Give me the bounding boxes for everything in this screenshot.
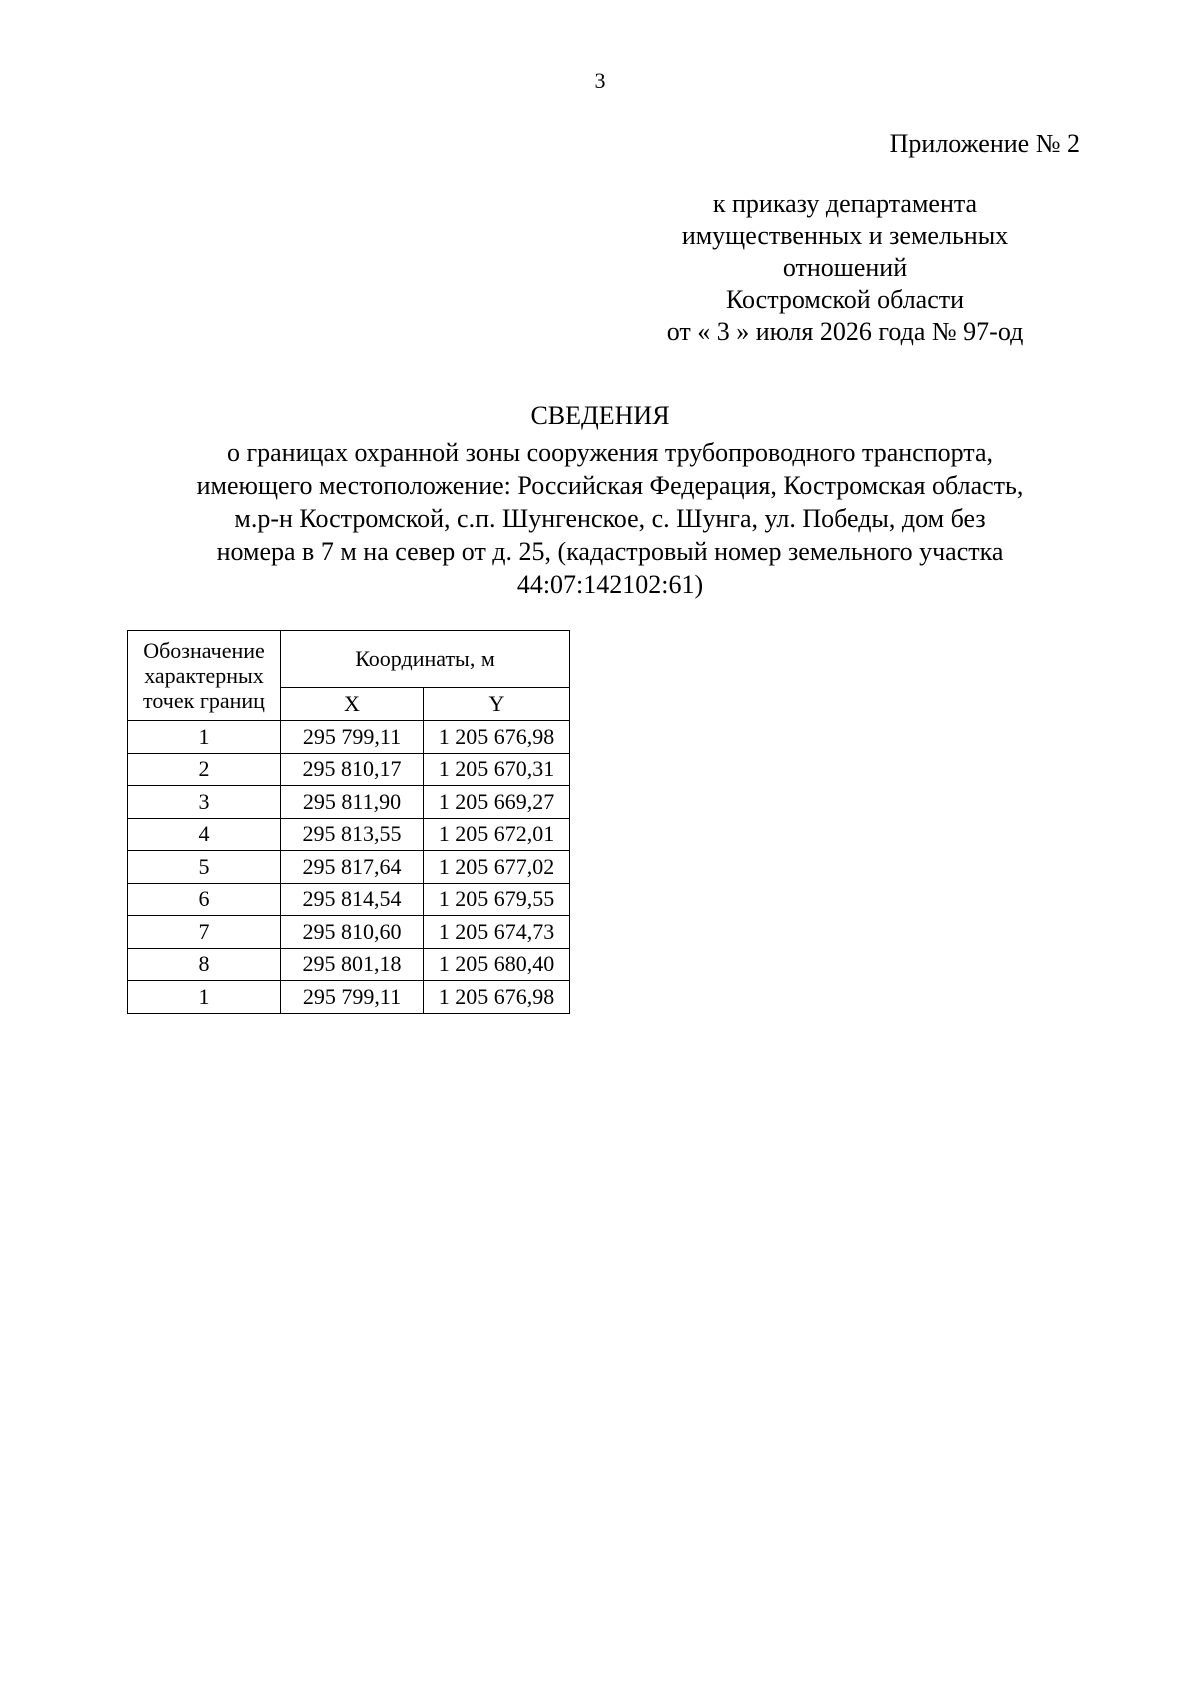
y-cell: 1 205 676,98 — [424, 721, 570, 754]
x-cell: 295 799,11 — [281, 981, 424, 1014]
y-cell: 1 205 670,31 — [424, 753, 570, 786]
point-cell: 2 — [128, 753, 281, 786]
table-row — [128, 753, 570, 786]
description-line: номера в 7 м на север от д. 25, (кадастровый номер земельного участка — [216, 537, 1004, 566]
point-cell: 5 — [128, 851, 281, 884]
x-cell: 295 817,64 — [281, 851, 424, 884]
order-reference-line: отношений — [782, 253, 908, 282]
x-cell: 295 801,18 — [281, 948, 424, 981]
y-cell: 1 205 680,40 — [424, 948, 570, 981]
point-cell: 3 — [128, 786, 281, 819]
y-cell: 1 205 679,55 — [424, 883, 570, 916]
y-cell: 1 205 677,02 — [424, 851, 570, 884]
header-y: Y — [424, 688, 570, 721]
document-description — [150, 436, 1070, 601]
point-cell: 4 — [128, 818, 281, 851]
y-cell: 1 205 672,01 — [424, 818, 570, 851]
description-line: м.р-н Костромской, с.п. Шунгенское, с. Шунга, ул. Победы, дом без — [234, 504, 986, 533]
order-reference-line: Костромской области — [725, 285, 965, 314]
table-row — [128, 981, 570, 1014]
header-point-designation: Обозначение характерных точек границ — [128, 631, 281, 721]
page-number: 3 — [594, 68, 606, 93]
appendix-title: Приложение № 2 — [889, 129, 1080, 158]
table-row — [128, 916, 570, 949]
order-date-number: от « 3 » июля 2026 года № 97-од — [666, 317, 1024, 346]
table-row — [128, 818, 570, 851]
x-cell: 295 799,11 — [281, 721, 424, 754]
table-row — [128, 948, 570, 981]
point-cell: 7 — [128, 916, 281, 949]
order-reference-line: к приказу департамента — [712, 189, 978, 218]
point-cell: 6 — [128, 883, 281, 916]
x-cell: 295 814,54 — [281, 883, 424, 916]
header-coordinates: Координаты, м — [281, 631, 570, 688]
document-heading: СВЕДЕНИЯ — [530, 401, 670, 430]
table-row — [128, 851, 570, 884]
description-line: 44:07:142102:61) — [516, 570, 704, 599]
y-cell: 1 205 669,27 — [424, 786, 570, 819]
point-cell: 1 — [128, 721, 281, 754]
table-row — [128, 786, 570, 819]
x-cell: 295 813,55 — [281, 818, 424, 851]
table-row — [128, 721, 570, 754]
x-cell: 295 810,60 — [281, 916, 424, 949]
description-line: имеющего местоположение: Российская Федерация, Костромская область, — [196, 471, 1024, 500]
order-reference-line: имущественных и земельных — [681, 221, 1009, 250]
y-cell: 1 205 676,98 — [424, 981, 570, 1014]
point-cell: 1 — [128, 981, 281, 1014]
header-x: X — [281, 688, 424, 721]
order-reference — [600, 188, 1090, 348]
x-cell: 295 810,17 — [281, 753, 424, 786]
description-line: о границах охранной зоны сооружения трубопроводного транспорта, — [226, 438, 994, 467]
coordinates-table — [127, 630, 570, 1014]
point-cell: 8 — [128, 948, 281, 981]
table-row — [128, 883, 570, 916]
y-cell: 1 205 674,73 — [424, 916, 570, 949]
x-cell: 295 811,90 — [281, 786, 424, 819]
